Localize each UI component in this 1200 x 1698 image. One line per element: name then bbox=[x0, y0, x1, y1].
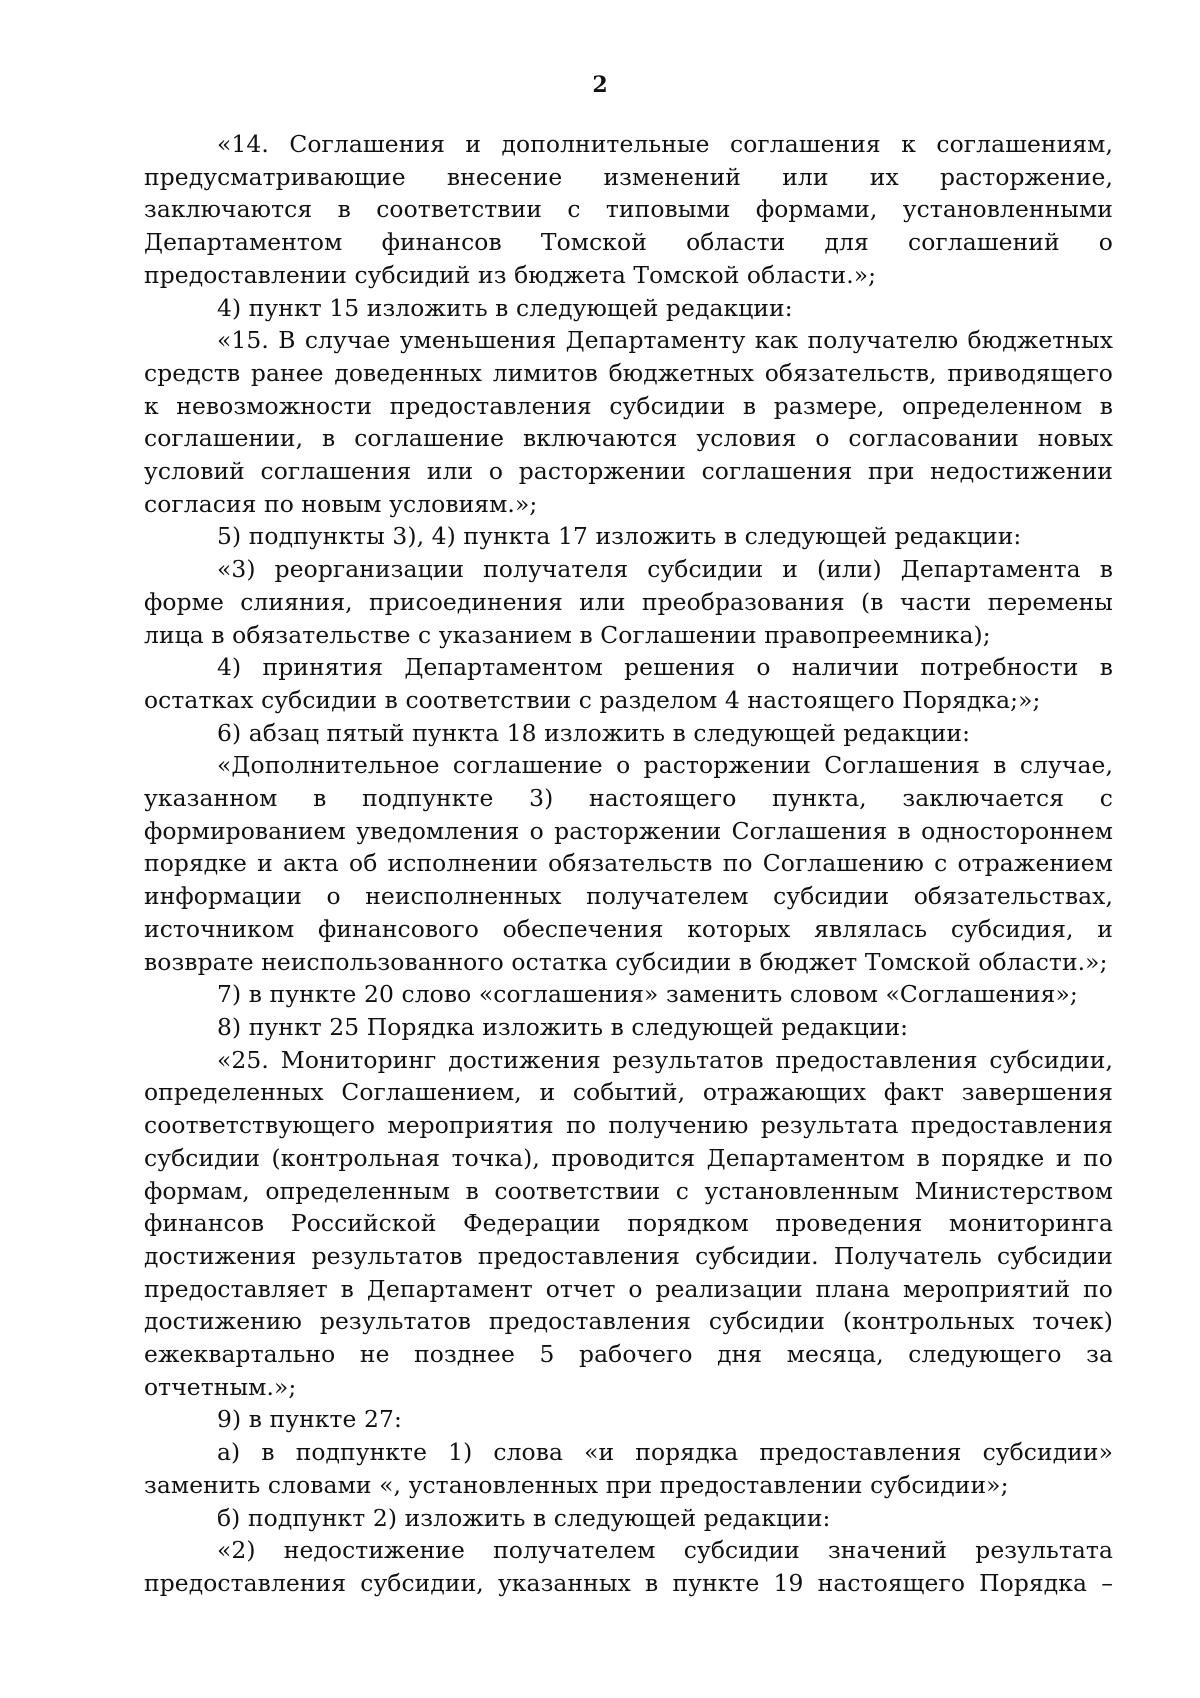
paragraph-15-budget-limits: «15. В случае уменьшения Департаменту как получателю бюджетных средств ранее доведенных лимитов бюджетных обязательств, приводящего к невозможности предоставления субсидии в размере, определенном в соглашении, в соглашение включаются условия о согласовании новых условий соглашения или о расторжении соглашения при недостижении согласия по новым условиям.»; bbox=[144, 326, 1113, 518]
paragraph-subitem-2-non-achievement: «2) недостижение получателем субсидии значений результата предоставления субсидии, указанных в пункте 19 настоящего Порядка – bbox=[144, 1536, 1113, 1597]
paragraph-14-agreements: «14. Соглашения и дополнительные соглашения к соглашениям, предусматривающие внесение изменений или их расторжение, заключаются в соответствии с типовыми формами, установленными Департаментом финансов Томской области для соглашений о предоставлении субсидий из бюджета Томской области.»; bbox=[144, 130, 1113, 289]
page-number: 2 bbox=[592, 72, 608, 98]
paragraph-subitem-3-reorganization: «3) реорганизации получателя субсидии и (или) Департамента в форме слияния, присоединения или преобразования (в части перемены лица в обязательстве с указанием в Соглашении правопреемника); bbox=[144, 555, 1113, 649]
paragraph-item-7: 7) в пункте 20 слово «соглашения» заменить словом «Соглашения»; bbox=[217, 980, 1078, 1009]
paragraph-item-9-heading: 9) в пункте 27: bbox=[217, 1405, 402, 1434]
paragraph-subitem-4-decision: 4) принятия Департаментом решения о наличии потребности в остатках субсидии в соответствии с разделом 4 настоящего Порядка;»; bbox=[144, 653, 1113, 714]
paragraph-item-5-heading: 5) подпункты 3), 4) пункта 17 изложить в следующей редакции: bbox=[217, 522, 1022, 551]
paragraph-item-8-heading: 8) пункт 25 Порядка изложить в следующей редакции: bbox=[217, 1012, 909, 1041]
paragraph-subitem-b-heading: б) подпункт 2) изложить в следующей редакции: bbox=[217, 1503, 831, 1532]
paragraph-item-4-heading: 4) пункт 15 изложить в следующей редакции: bbox=[217, 293, 793, 322]
paragraph-item-6-heading: 6) абзац пятый пункта 18 изложить в следующей редакции: bbox=[217, 718, 971, 747]
paragraph-additional-agreement: «Дополнительное соглашение о расторжении Соглашения в случае, указанном в подпункте 3) настоящего пункта, заключается с формированием уведомления о расторжении Соглашения в одностороннем порядке и акта об исполнении обязательств по Соглашению с отражением информации о неисполненных получателем субсидии обязательствах, источником финансового обеспечения которых являлась субсидия, и возврате неиспользованного остатка субсидии в бюджет Томской области.»; bbox=[144, 751, 1113, 976]
paragraph-25-monitoring: «25. Мониторинг достижения результатов предоставления субсидии, определенных Соглашением, и событий, отражающих факт завершения соответствующего мероприятия по получению результата предоставления субсидии (контрольная точка), проводится Департаментом в порядке и по формам, определенным в соответствии с установленным Министерством финансов Российской Федерации порядком проведения мониторинга достижения результатов предоставления субсидии. Получатель субсидии предоставляет в Департамент отчет о реализации плана мероприятий по достижению результатов предоставления субсидии (контрольных точек) ежеквартально не позднее 5 рабочего дня месяца, следующего за отчетным.»; bbox=[144, 1045, 1113, 1401]
paragraph-subitem-a: а) в подпункте 1) слова «и порядка предоставления субсидии» заменить словами «, установленных при предоставлении субсидии»; bbox=[144, 1438, 1113, 1499]
document-body bbox=[144, 128, 1113, 1600]
